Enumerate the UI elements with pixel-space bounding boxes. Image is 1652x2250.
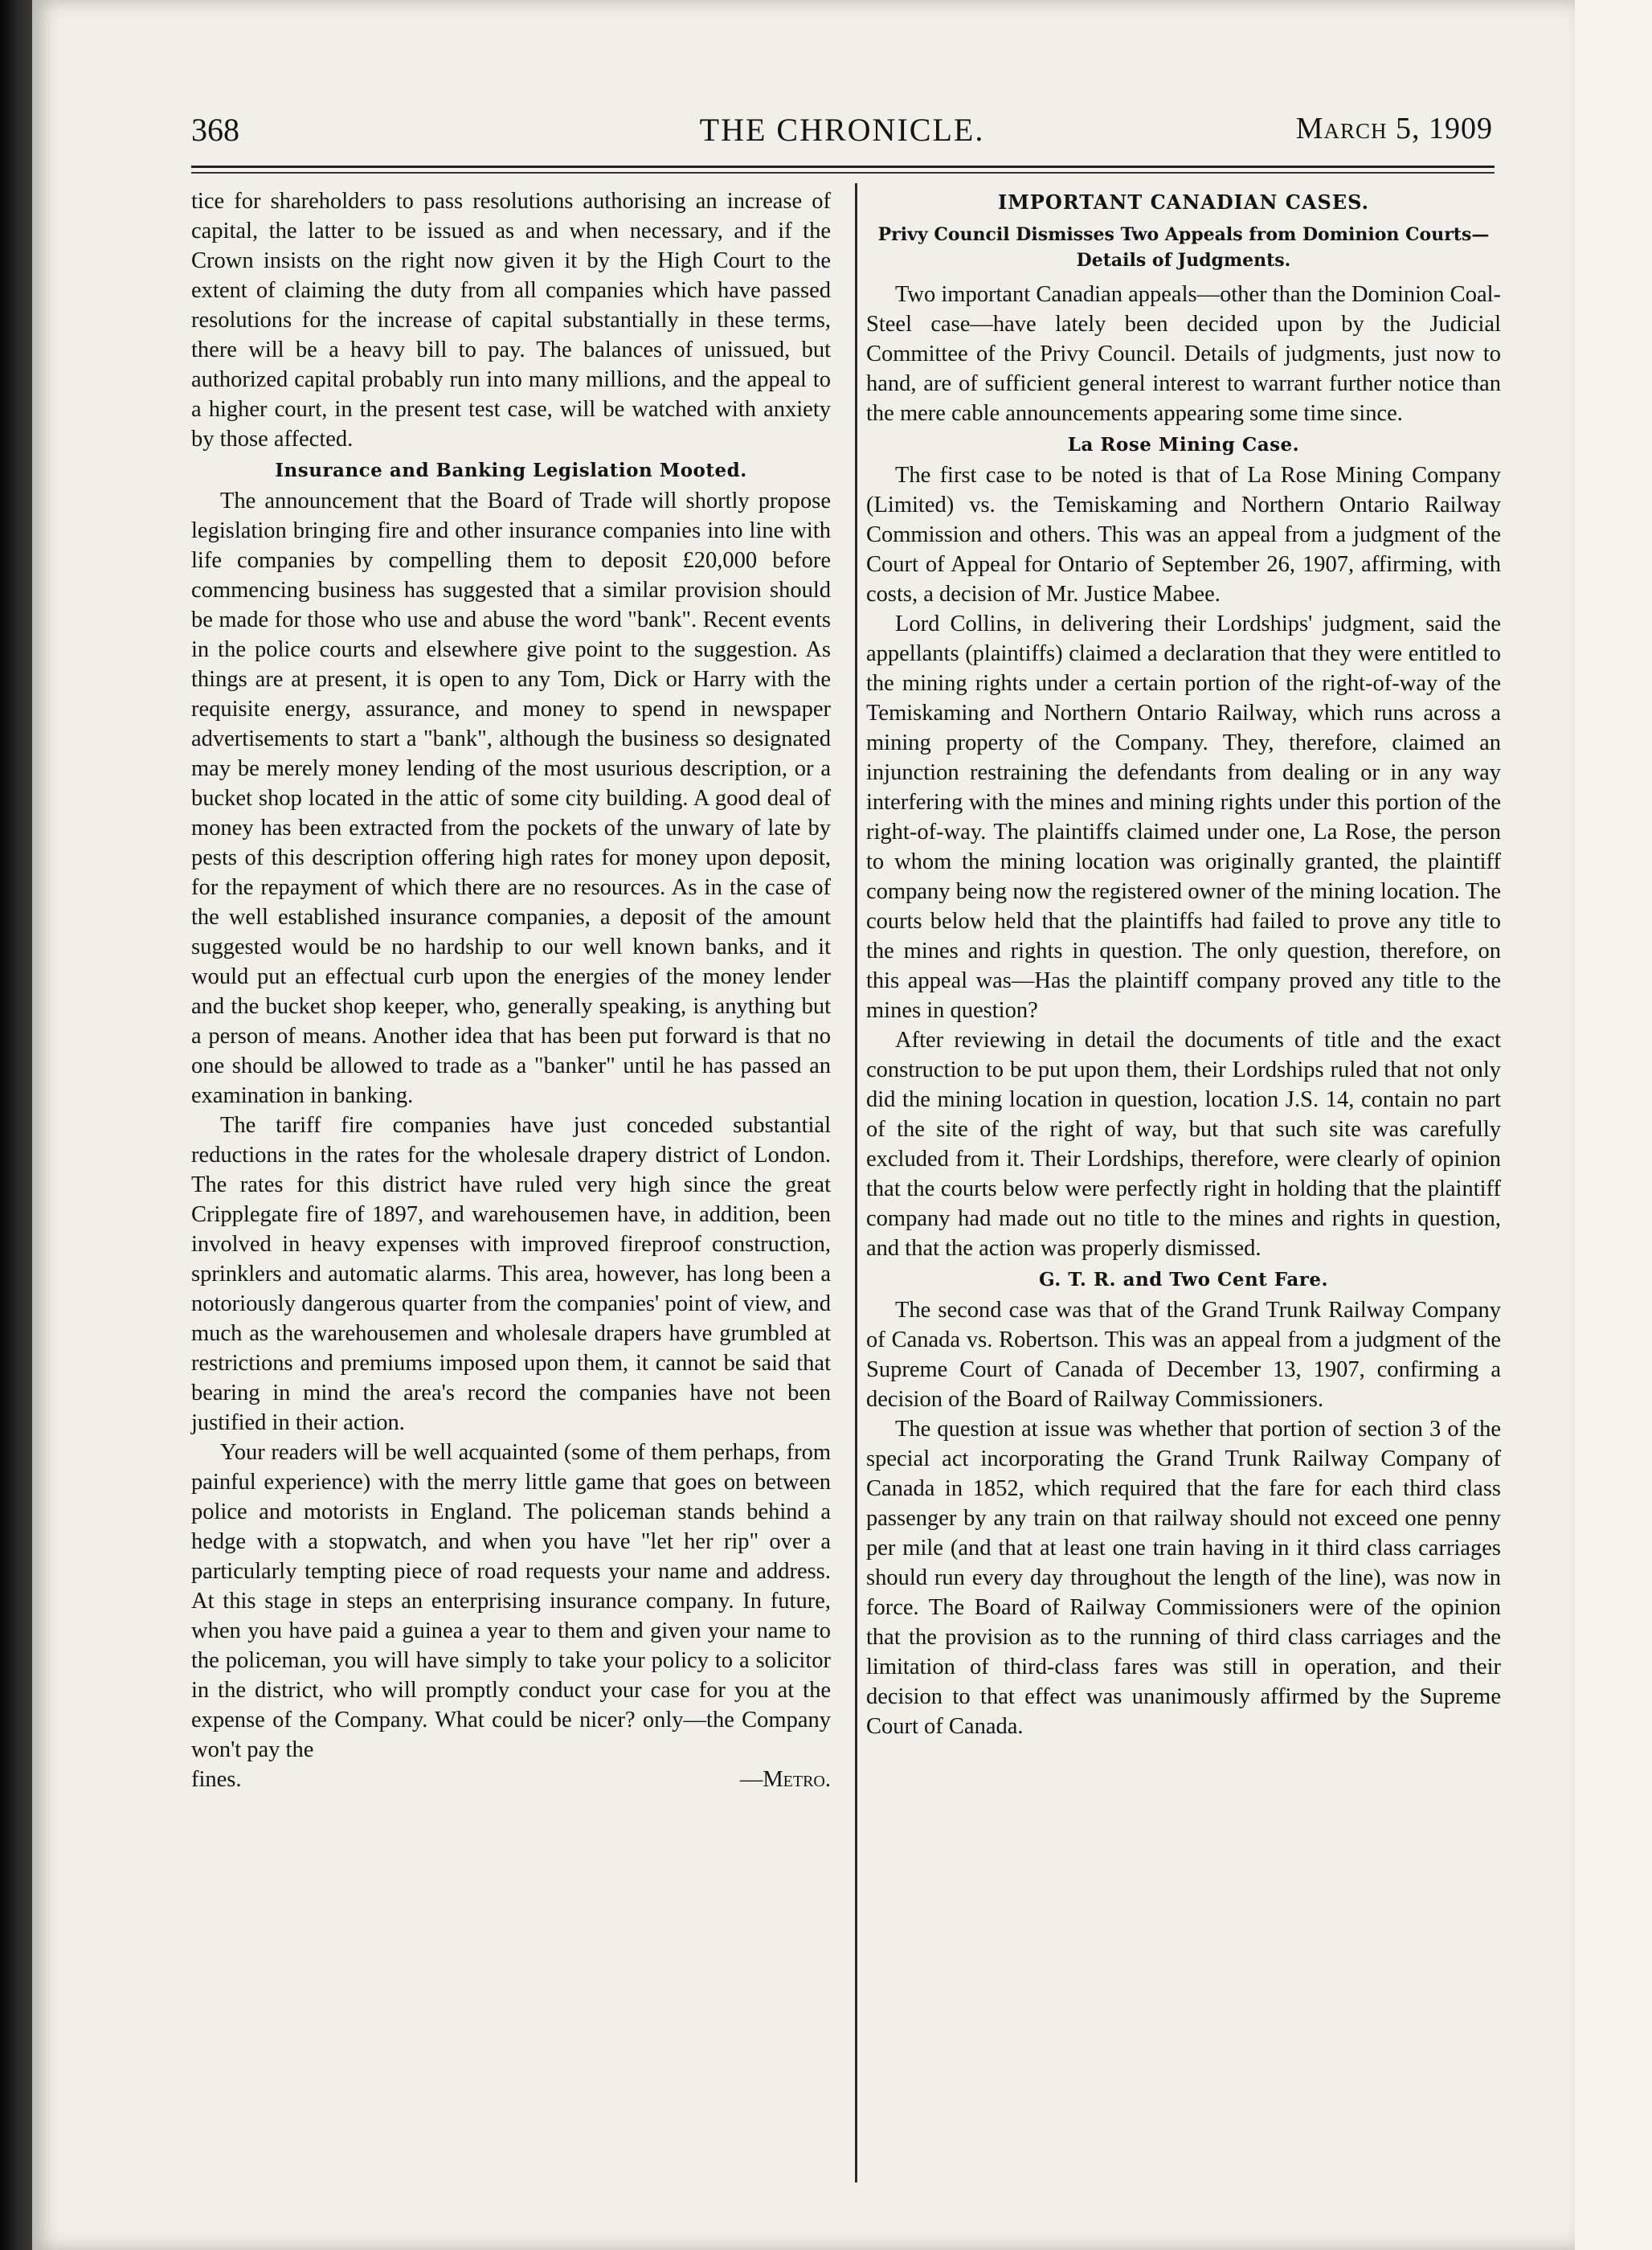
- page-number: 368: [191, 112, 239, 148]
- running-header: [191, 111, 1493, 159]
- closing-word: fines.: [191, 1767, 242, 1792]
- publication-title: THE CHRONICLE.: [699, 112, 985, 148]
- page-margin: [1575, 0, 1652, 2250]
- article-paragraph: Two important Canadian appeals—other than the Dominion Coal-Steel case—have lately been decided upon by the Judicial Committee of the Privy Council. Details of judgments, just now to hand, are of sufficient general interest to warrant further notice than the mere cable announcements appearing some time since.: [866, 282, 1501, 426]
- header-rule-thin: [191, 172, 1495, 174]
- left-column: [191, 186, 831, 1794]
- article-paragraph: The second case was that of the Grand Trunk Railway Company of Canada vs. Robertson. This was an appeal from a judgment of the Supreme Court of Canada of December 13, 1907, confirming a decision of the Board of Railway Commissioners.: [866, 1298, 1501, 1412]
- author-signature: —Metro.: [739, 1767, 831, 1792]
- continued-paragraph: tice for shareholders to pass resolutions authorising an increase of capital, the latter to be issued as and when necessary, and if the Crown insists on the right now given it by the High Court to the extent of claiming the duty from all companies which have passed resolutions for the increase of capital substantially in these terms, there will be a heavy bill to pay. The balances of unissued, but authorized capital probably run into many millions, and the appeal to a higher court, in the present test case, will be watched with anxiety by those affected.: [191, 189, 831, 452]
- article-paragraph: The first case to be noted is that of La Rose Mining Company (Limited) vs. the Temiskaming and Northern Ontario Railway Commission and others. This was an appeal from a judgment of the Court of Appeal for Ontario of September 26, 1907, affirming, with costs, a decision of Mr. Justice Mabee.: [866, 463, 1501, 607]
- book-binding-edge: [0, 0, 32, 2250]
- article-paragraph: The tariff fire companies have just conceded substantial reductions in the rates for the wholesale drapery district of London. The rates for this district have ruled very high since the great Cripplegate fire of 1897, and warehousemen have, in addition, been involved in heavy expenses with improved fireproof construction, sprinklers and automatic alarms. This area, however, has long been a notoriously dangerous quarter from the companies' point of view, and much as the warehousemen and wholesale drapers have grumbled at restrictions and premiums imposed upon them, it cannot be said that bearing in mind the area's record the companies have not been justified in their action.: [191, 1113, 831, 1435]
- column-divider: [855, 183, 857, 2182]
- right-column: [866, 186, 1501, 1741]
- section-heading: La Rose Mining Case.: [1067, 434, 1300, 456]
- header-rule: [191, 166, 1495, 168]
- issue-date: March 5, 1909: [1295, 112, 1493, 145]
- article-deck: Privy Council Dismisses Two Appeals from Dominion Courts—Details of Judgments.: [877, 224, 1490, 271]
- article-paragraph: Your readers will be well acquainted (some of them perhaps, from painful experience) with the merry little game that goes on between police and motorists in England. The policeman stands behind a hedge with a stopwatch, and when you have "let her rip" over a particularly tempting piece of road requests your name and address. At this stage in steps an enterprising insurance company. In future, when you have paid a guinea a year to them and given your name to the policeman, you will have simply to take your policy to a solicitor in the district, who will promptly conduct your case for you at the expense of the Company. What could be nicer? only—the Company won't pay the: [191, 1440, 831, 1762]
- article-paragraph: After reviewing in detail the documents of title and the exact construction to be put upon them, their Lordships ruled that not only did the mining location in question, location J.S. 14, contain no part of the site of the right of way, but that such site was carefully excluded from it. Their Lordships, therefore, were clearly of opinion that the courts below were perfectly right in holding that the plaintiff company had made out no title to the mines and rights in question, and that the action was properly dismissed.: [866, 1028, 1501, 1261]
- article-paragraph: The announcement that the Board of Trade will shortly propose legislation bringing fire and other insurance companies into line with life companies by compelling them to deposit £20,000 before commencing business has suggested that a similar provision should be made for those who use and abuse the word "bank". Recent events in the police courts and elsewhere give point to the suggestion. As things are at present, it is open to any Tom, Dick or Harry with the requisite energy, assurance, and money to spend in newspaper advertisements to start a "bank", although the business so designated may be merely money lending of the most usurious description, or a bucket shop located in the attic of some city building. A good deal of money has been extracted from the pockets of the unwary of late by pests of this description offering high rates for money upon deposit, for the repayment of which there are no resources. As in the case of the well established insurance companies, a deposit of the amount suggested would be no hardship to our well known banks, and it would put an effectual curb upon the energies of the money lender and the bucket shop keeper, who, generally speaking, is anything but a person of means. Another idea that has been put forward is that no one should be allowed to trade as a "banker" until he has passed an examination in banking.: [191, 489, 831, 1108]
- article-paragraph: Lord Collins, in delivering their Lordships' judgment, said the appellants (plaintiffs) claimed a declaration that they were entitled to the mining rights under a certain portion of the right-of-way of the Temiskaming and Northern Ontario Railway, which runs across a mining property of the Company. They, therefore, claimed an injunction restraining the defendants from dealing or in any way interfering with the mines and mining rights under this portion of the right-of-way. The plaintiffs claimed under one, La Rose, the person to whom the mining location was originally granted, the plaintiff company being now the registered owner of the mining location. The courts below held that the plaintiffs had failed to prove any title to the mines and rights in question. The only question, therefore, on this appeal was—Has the plaintiff company proved any title to the mines in question?: [866, 612, 1501, 1023]
- closing-line: [191, 1765, 831, 1794]
- article-paragraph: The question at issue was whether that portion of section 3 of the special act incorporating the Grand Trunk Railway Company of Canada in 1852, which required that the fare for each third class passenger by any train on that railway should not exceed one penny per mile (and that at least one train having in it third class carriages should run every day throughout the length of the line), was now in force. The Board of Railway Commissioners were of the opinion that the provision as to the running of third class carriages and the limitation of third-class fares was still in operation, and their decision to that effect was unanimously affirmed by the Supreme Court of Canada.: [866, 1417, 1501, 1739]
- section-heading: G. T. R. and Two Cent Fare.: [1038, 1269, 1329, 1291]
- section-heading: Insurance and Banking Legislation Mooted.: [275, 460, 747, 481]
- article-title: IMPORTANT CANADIAN CASES.: [997, 190, 1369, 214]
